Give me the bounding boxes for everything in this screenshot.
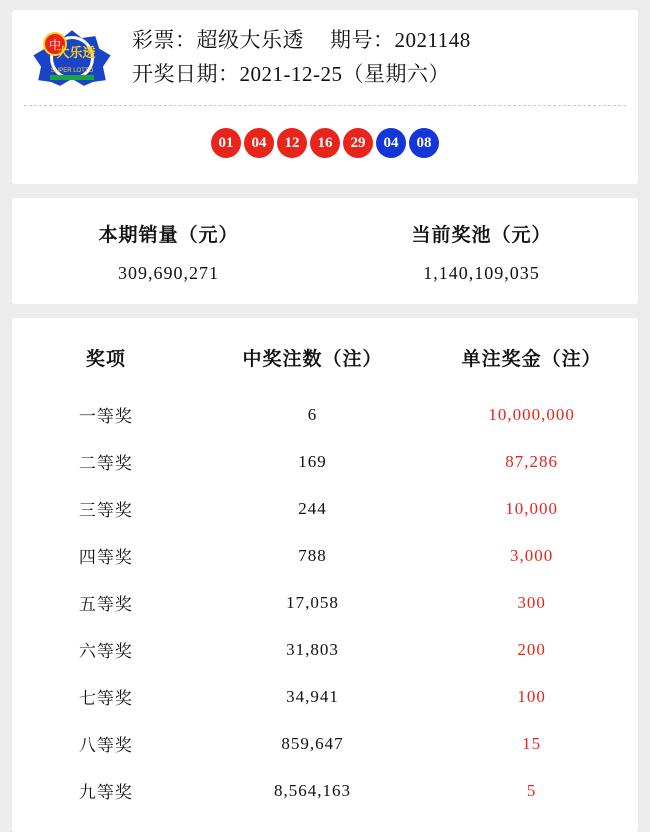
lottery-label: 彩票： xyxy=(132,28,197,52)
prize-level: 七等奖 xyxy=(78,689,133,709)
sales-title: 本期销量（元） xyxy=(98,225,239,247)
table-header-row xyxy=(12,338,638,391)
super-lotto-logo-icon xyxy=(30,27,114,89)
prize-amount: 200 xyxy=(517,639,546,659)
prize-count: 17,058 xyxy=(286,592,339,612)
svg-text:大乐透: 大乐透 xyxy=(56,44,96,60)
prize-level: 三等奖 xyxy=(78,501,133,521)
table-row xyxy=(12,673,638,720)
table-row xyxy=(12,485,638,532)
sales-pool-card xyxy=(12,198,638,304)
issue-number: 2021148 xyxy=(394,28,471,52)
draw-date-value: 2021-12-25（星期六） xyxy=(239,61,450,86)
prize-level: 四等奖 xyxy=(78,548,133,568)
table-row xyxy=(12,532,638,579)
svg-text:中: 中 xyxy=(48,37,62,52)
issue-label: 期号： xyxy=(330,28,395,52)
header-line-2 xyxy=(132,58,638,92)
prize-count: 8,564,163 xyxy=(273,780,351,800)
prize-amount: 100 xyxy=(517,686,546,706)
prize-count: 6 xyxy=(307,404,318,424)
winning-ball: 04 xyxy=(376,128,406,158)
header-top xyxy=(12,10,638,105)
prize-count: 859,647 xyxy=(281,733,344,753)
prize-count: 31,803 xyxy=(286,639,339,659)
winning-ball: 29 xyxy=(343,128,373,158)
table-row xyxy=(12,720,638,767)
prize-level: 六等奖 xyxy=(78,642,133,662)
draw-date-label: 开奖日期： xyxy=(132,61,240,86)
table-row xyxy=(12,626,638,673)
pool-column xyxy=(325,220,638,284)
prize-amount: 300 xyxy=(517,592,546,612)
header-card xyxy=(12,10,638,184)
prize-amount: 5 xyxy=(526,780,537,800)
sales-column xyxy=(12,220,325,284)
prize-level: 八等奖 xyxy=(78,736,133,756)
prize-count: 244 xyxy=(298,498,327,518)
prize-amount: 10,000,000 xyxy=(488,404,575,424)
winning-ball: 16 xyxy=(310,128,340,158)
winning-numbers-row xyxy=(12,106,638,184)
header-line-1 xyxy=(132,24,638,58)
column-header-count: 中奖注数（注） xyxy=(242,349,383,371)
winning-ball: 01 xyxy=(211,128,241,158)
table-row xyxy=(12,391,638,438)
column-header-amount: 单注奖金（注） xyxy=(461,349,602,371)
prize-level: 一等奖 xyxy=(78,407,133,427)
winning-ball: 04 xyxy=(244,128,274,158)
pool-value: 1,140,109,035 xyxy=(423,263,540,284)
prize-level: 二等奖 xyxy=(78,454,133,474)
lottery-name: 超级大乐透 xyxy=(196,28,304,52)
winning-ball: 08 xyxy=(409,128,439,158)
prize-table-card xyxy=(12,318,638,832)
svg-text:SUPER LOTTO: SUPER LOTTO xyxy=(50,67,94,74)
table-row xyxy=(12,767,638,814)
table-row xyxy=(12,438,638,485)
prize-table xyxy=(12,338,638,814)
prize-amount: 3,000 xyxy=(509,545,554,565)
prize-count: 169 xyxy=(298,451,327,471)
prize-amount: 10,000 xyxy=(505,498,558,518)
column-header-level: 奖项 xyxy=(85,349,126,371)
table-row xyxy=(12,579,638,626)
sales-value: 309,690,271 xyxy=(118,263,219,284)
prize-amount: 87,286 xyxy=(505,451,558,471)
header-text-block xyxy=(132,24,638,91)
prize-level: 五等奖 xyxy=(78,595,133,615)
winning-ball: 12 xyxy=(277,128,307,158)
prize-level: 九等奖 xyxy=(78,783,133,803)
prize-count: 34,941 xyxy=(286,686,339,706)
pool-title: 当前奖池（元） xyxy=(411,225,552,247)
prize-amount: 15 xyxy=(522,733,542,753)
prize-count: 788 xyxy=(298,545,327,565)
